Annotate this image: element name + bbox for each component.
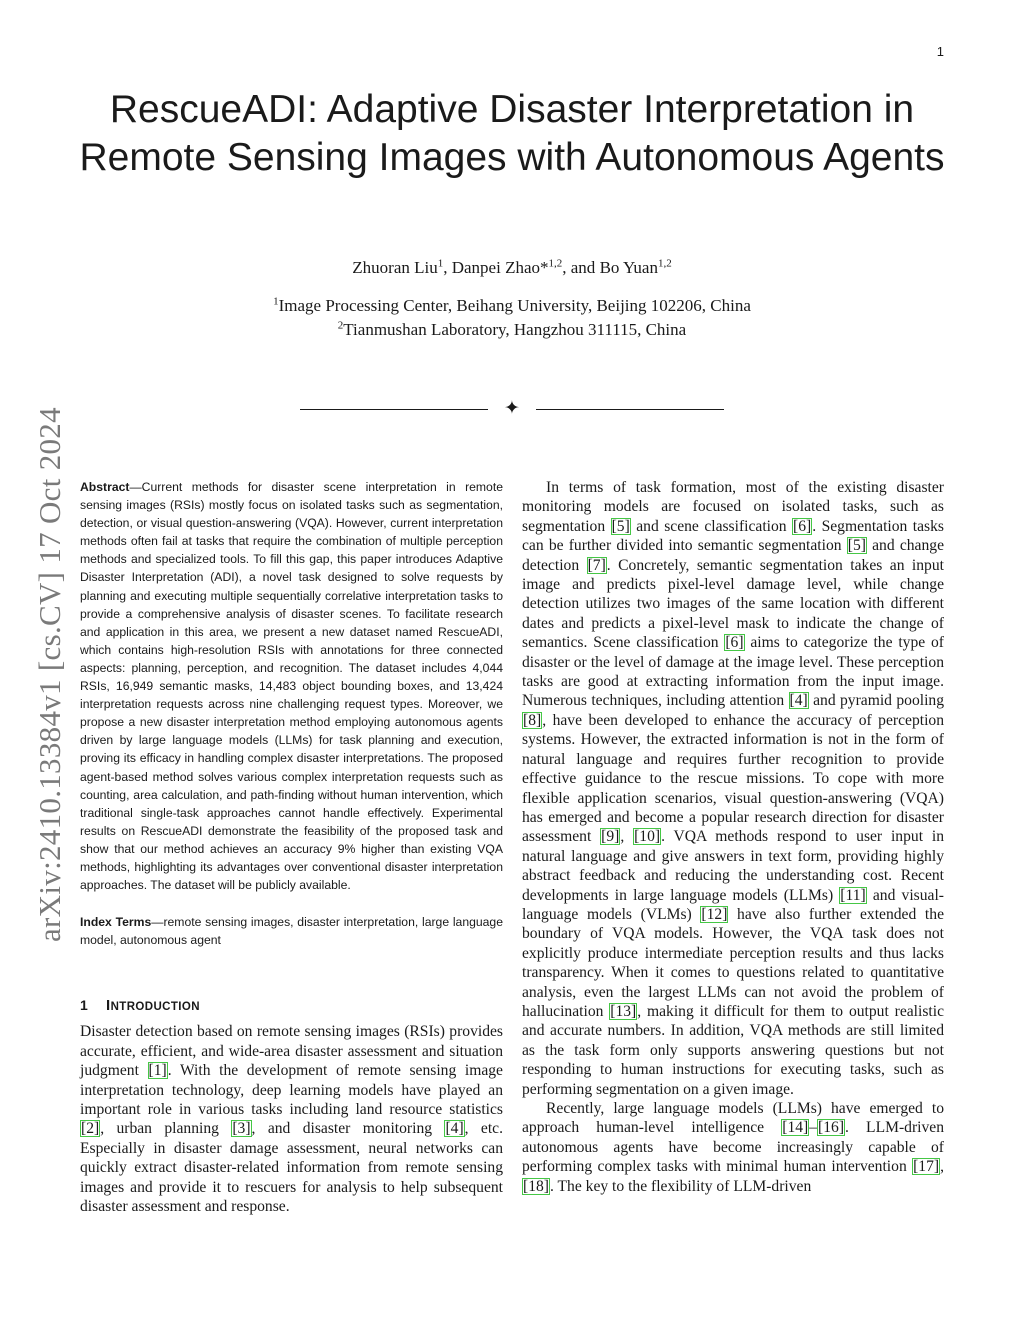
page-number: 1	[936, 44, 944, 59]
right-column	[522, 478, 944, 1196]
paper-title: RescueADI: Adaptive Disaster Interpretation in Remote Sensing Images with Autonomous Agents	[79, 88, 945, 179]
section-heading-introduction: 1 INTRODUCTION	[80, 997, 200, 1015]
citation-link[interactable]: [3]	[232, 1120, 251, 1138]
citation-link[interactable]: [13]	[610, 1002, 637, 1020]
citation-link[interactable]: [18]	[523, 1177, 549, 1195]
intro-paragraph-3: Recently, large language models (LLMs) have emerged to approach human-level intelligence [14]–[16]. LLM-driven autonomous agents have become increasingly capable of performing complex tasks with minimal human intervention [17], [18]. The key to the flexibility of LLM-driven	[522, 1100, 945, 1195]
index-terms-label: Index Terms	[80, 915, 152, 930]
author-name: Danpei Zhao*	[451, 258, 549, 277]
author-affil-mark: 1,2	[657, 257, 672, 270]
title-divider	[300, 398, 724, 422]
citation-link[interactable]: [1]	[148, 1062, 167, 1080]
citation-link[interactable]: [12]	[701, 905, 728, 923]
abstract	[80, 478, 503, 894]
citation-link[interactable]: [6]	[793, 517, 812, 535]
citation-link[interactable]: [8]	[523, 711, 542, 729]
author-name: Bo Yuan	[599, 258, 658, 277]
citation-link[interactable]: [5]	[847, 537, 866, 555]
affiliation-1: $^1$Image Processing Center, Beihang University, Beijing 102206, China	[273, 295, 751, 315]
abstract-label: Abstract	[80, 480, 130, 494]
author-list: Zhuoran Liu$^1$, Danpei Zhao*$^{1,2}$, and Bo Yuan$^{1,2}$	[352, 257, 672, 277]
citation-link[interactable]: [14]	[782, 1119, 809, 1137]
citation-link[interactable]: [4]	[789, 692, 808, 710]
citation-link[interactable]: [2]	[81, 1120, 100, 1138]
divider-rule-right	[536, 409, 724, 410]
index-terms-text: —remote sensing images, disaster interpretation, large language model, autonomous agent	[80, 915, 503, 948]
citation-link[interactable]: [11]	[840, 886, 866, 904]
divider-rule-left	[300, 409, 488, 410]
arxiv-stamp: arXiv:2410.13384v1 [cs.CV] 17 Oct 2024	[32, 407, 67, 942]
affiliation-2: $^2$Tianmushan Laboratory, Hangzhou 311115, China	[337, 319, 687, 339]
author-affil-mark: 1	[437, 257, 444, 270]
left-column	[80, 478, 503, 1216]
abstract-text: —Current methods for disaster scene interpretation in remote sensing images (RSIs) mostly focus on isolated tasks such as segmentation, detection, or visual question-answering (VQA). However, current interpretation methods often fail at tasks that require the combination of multiple perception methods and specialized tools. To fill this gap, this paper introduces Adaptive Disaster Interpretation (ADI), a novel task designed to solve requests by planning and executing multiple sequentially correlative interpretation tasks to provide a comprehensive analysis of disaster scenes. To facilitate research and application in this area, we present a new dataset named RescueADI, which contains high-resolution RSIs with annotations for three connected aspects: planning, perception, and recognition. The dataset includes 4,044 RSIs, 16,949 semantic masks, 14,483 object bounding boxes, and 13,424 interpretation requests across nine challenging request types. Moreover, we propose a new disaster interpretation method employing autonomous agents driven by large language models (LLMs) for task planning and execution, proving its efficacy in handling complex disaster interpretations. The proposed agent-based method solves various complex interpretation requests such as counting, area calculation, and path-finding without human intervention, which traditional single-task approaches cannot handle effectively. Experimental results on RescueADI demonstrate the feasibility of the proposed task and show that our method achieves an accuracy 9% higher than existing VQA methods, highlighting its advantages over conventional disaster interpretation approaches. The dataset will be publicly available.	[80, 480, 503, 893]
section-number: 1	[80, 997, 89, 1014]
intro-paragraph-1: Disaster detection based on remote sensing images (RSIs) provides accurate, efficient, and wide-area disaster assessment and situation judgment [1]. With the development of remote sensing image interpretation technology, deep learning models have played an important role in various tasks including land resource statistics [2], urban planning [3], and disaster monitoring [4], etc. Especially in disaster damage assessment, neural networks can quickly extract disaster-related information from remote sensing images and provide it to rescuers for analysis to help subsequent disaster assessment and response.	[80, 1023, 504, 1215]
citation-link[interactable]: [16]	[818, 1119, 845, 1137]
author-name: Zhuoran Liu	[352, 258, 438, 277]
citation-link[interactable]: [5]	[611, 517, 630, 535]
citation-link[interactable]: [17]	[913, 1158, 940, 1176]
citation-link[interactable]: [9]	[601, 828, 620, 846]
citation-link[interactable]: [7]	[587, 556, 606, 574]
index-terms	[80, 913, 503, 949]
intro-paragraph-2: In terms of task formation, most of the existing disaster monitoring models are focused on isolated tasks, such as segmentation [5] and scene classification [6]. Segmentation tasks can be further divided into semantic segmentation [5] and change detection [7]. Concretely, semantic segmentation takes an input image and predicts pixel-level damage level, while change detection utilizes two images of the same location with different dates and predicts a pixel-level mask to indicate the change of semantics. Scene classification [6] aims to categorize the type of disaster or the level of damage at the image level. These perception tasks are good at extracting information from the input image. Numerous techniques, including attention [4] and pyramid pooling [8], have been developed to enhance the accuracy of perception systems. However, the extracted information is not in the form of natural language and requires further recognition to provide effective guidance to the rescue missions. To cope with more flexible application scenarios, visual question-answering (VQA) has emerged and become a popular research direction for disaster assessment [9], [10]. VQA methods respond to user input in natural language and give answers in text form, providing highly abstract feedback and reducing the understanding cost. Recent developments in large language models (LLMs) [11] and visual-language models (VLMs) [12] have also further extended the boundary of VQA models. However, the VQA task does not explicitly produce intermediate perception results and thus lacks transparency. When it comes to questions related to quantitative analysis, even the largest LLMs can not avoid the problem of hallucination [13], making it difficult for them to output realistic and accurate numbers. In addition, VQA methods are still limited as the task form only supports answering questions but not responding to human instructions for executing tasks, such as performing segmentation on a given image.	[522, 479, 945, 1098]
citation-link[interactable]: [10]	[634, 828, 661, 846]
star-ornament-icon: ✦	[504, 397, 520, 419]
author-affil-mark: 1,2	[548, 257, 563, 270]
citation-link[interactable]: [4]	[445, 1120, 464, 1138]
citation-link[interactable]: [6]	[725, 634, 744, 652]
